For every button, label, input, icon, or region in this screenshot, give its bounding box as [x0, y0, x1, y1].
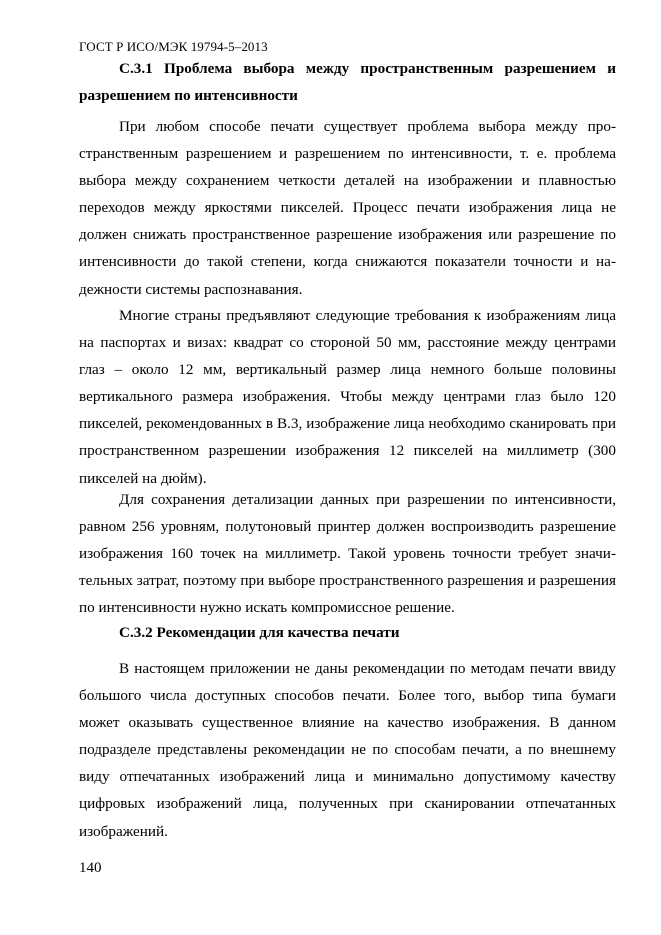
paragraph-intensity-detail: Для сохранения детализации данных при разрешении по интенсивности, равном 256 уровням, полутоновый принтер должен воспроизводить разрешение изображения 160 точек на миллиметр. Такой уровень точности требует значительных затрат, поэтому при выборе пространственного разрешения и разрешения по интенсивности нужно искать компромиссное решение. — [79, 491, 616, 617]
standard-designation: ГОСТ Р ИСО/МЭК 19794-5–2013 — [79, 39, 268, 54]
section-c31-heading-line2: разрешением по интенсивности — [79, 87, 298, 104]
section-c31-heading-line1: С.3.1 Проблема выбора между пространственным разрешением и — [119, 60, 616, 77]
page-number: 140 — [79, 860, 102, 876]
paragraph-passport-requirements: Многие страны предъявляют следующие требования к изображениям лица на паспортах и визах: квадрат со стороной 50 мм, расстояние между центрами глаз – около 12 мм, вертикальный размер лица немного больше половины вертикального размера изображения. Чтобы между центрами глаз было 120 пикселей, рекомендованных в В.3, изображение лица необходимо сканировать при пространственном разрешении изображения 12 пикселей на миллиметр (300 пикселей на дюйм). — [79, 307, 616, 487]
section-c32-heading: С.3.2 Рекомендации для качества печати — [119, 624, 400, 641]
paragraph-print-quality: В настоящем приложении не даны рекомендации по методам печати ввиду большого числа доступных способов печати. Более того, выбор типа бумаги может оказывать существенное влияние на качество изображения. В данном подразделе представлены рекомендации не по способам печати, а по внешнему виду отпечатанных изображений лица и минимально допустимому качеству цифровых изображений лица, полученных при сканировании отпечатанных изображений. — [79, 660, 616, 840]
paragraph-resolution-tradeoff: При любом способе печати существует проблема выбора между пространственным разрешением и разрешением по интенсивности, т. е. проблема выбора между сохранением четкости деталей на изображении и плавностью переходов между яркостями пикселей. Процесс печати изображения лица не должен снижать пространственное разрешение изображения или разрешение по интенсивности до такой степени, когда снижаются показатели точности и надежности системы распознавания. — [79, 118, 616, 298]
